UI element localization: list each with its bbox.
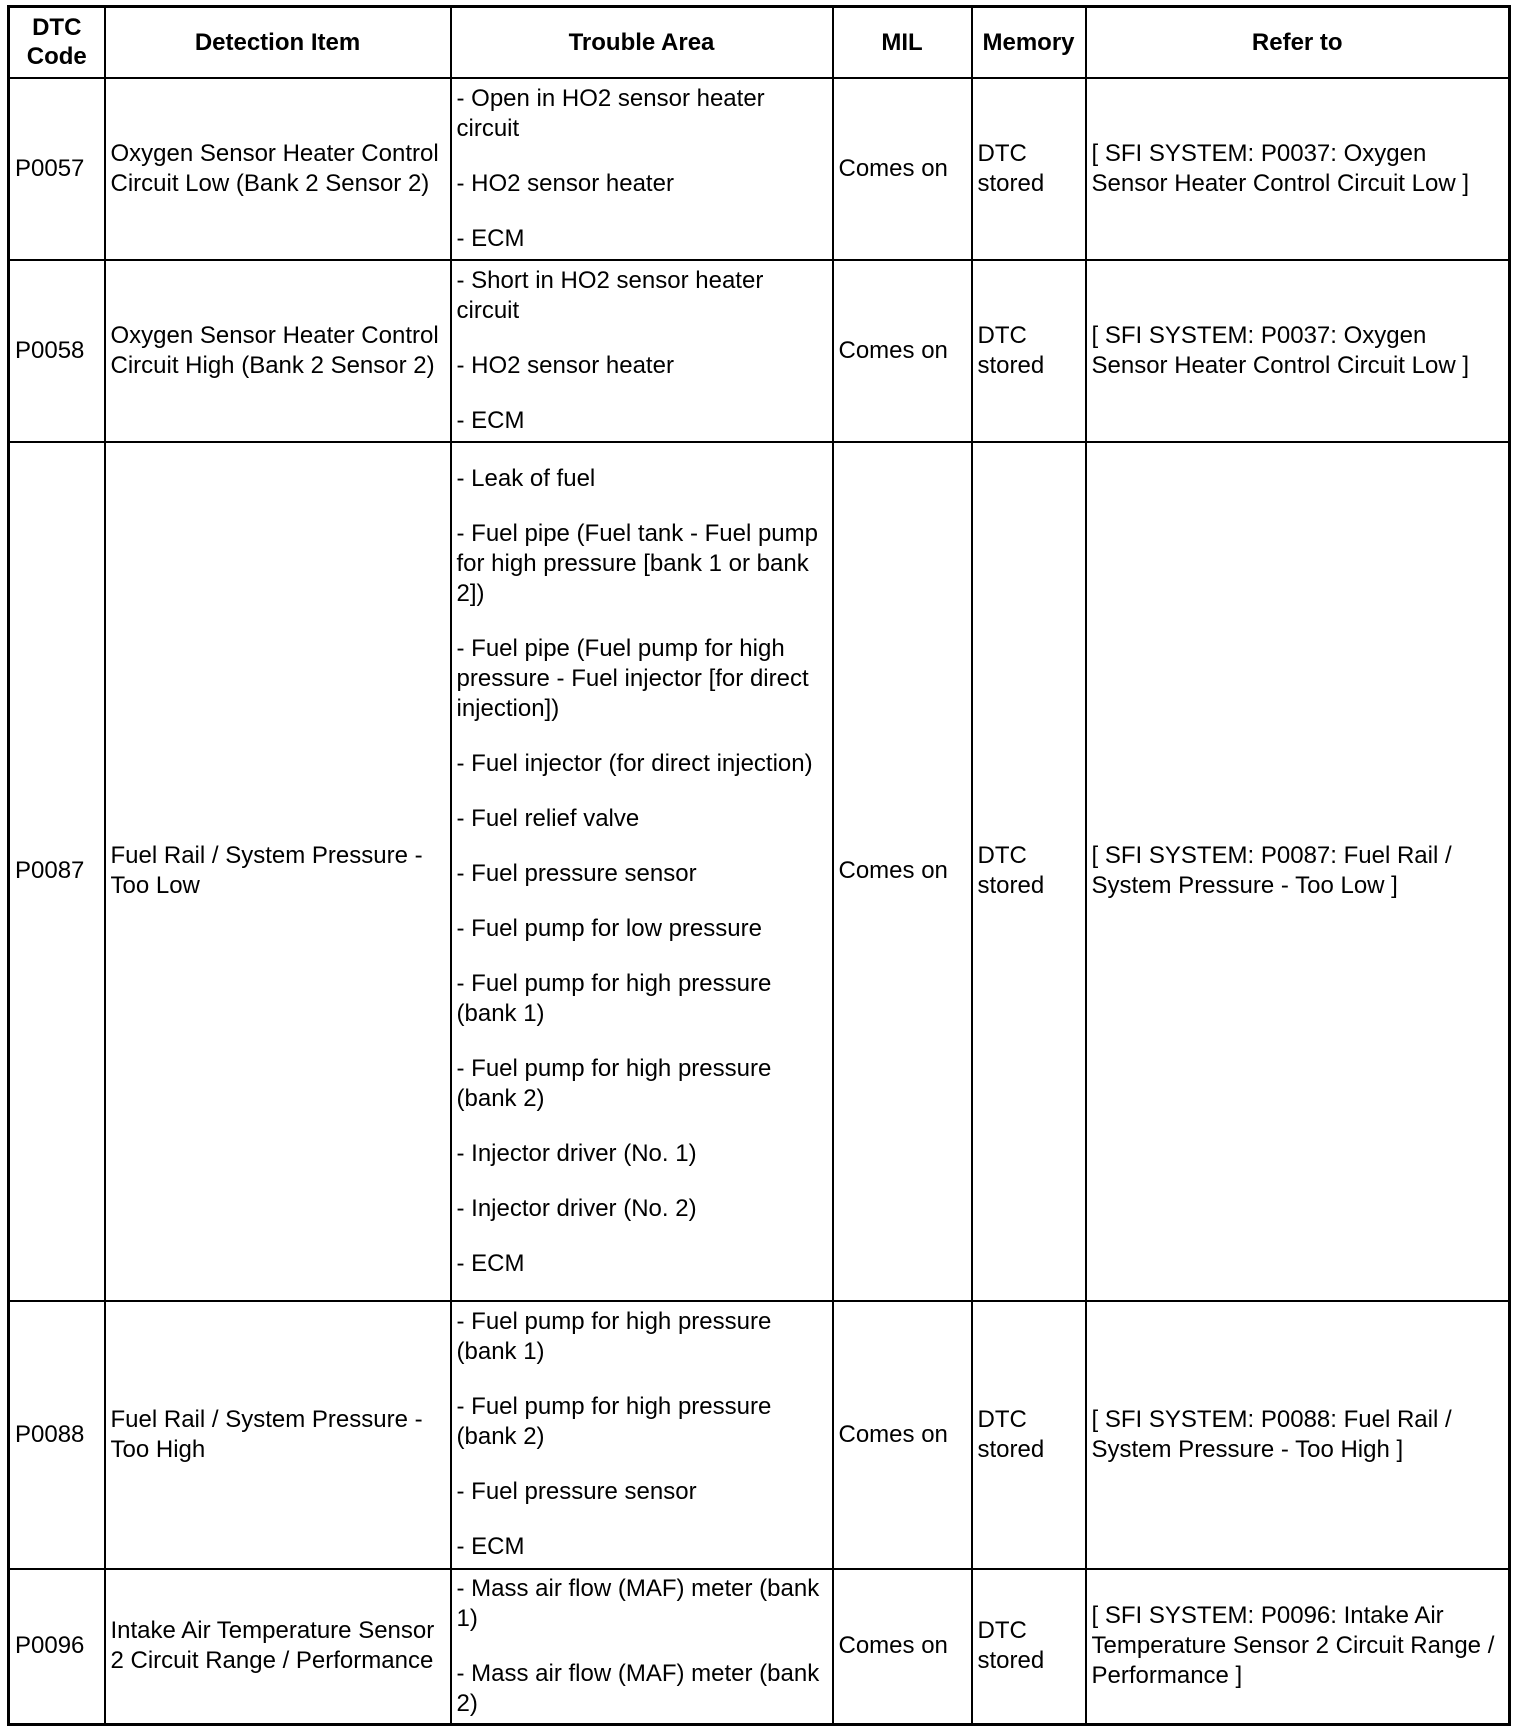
memory-cell: DTC stored	[972, 78, 1086, 260]
trouble-area-item: - Fuel pump for high pressure (bank 1)	[456, 1308, 772, 1365]
header-trouble-area: Trouble Area	[451, 7, 833, 78]
memory-cell: DTC stored	[972, 1569, 1086, 1725]
trouble-area-item: - Fuel pump for high pressure (bank 1)	[456, 969, 772, 1027]
dtc-code-cell: P0058	[9, 260, 105, 442]
detection-item-cell: Fuel Rail / System Pressure - Too Low	[105, 442, 451, 1301]
refer-to-cell: [ SFI SYSTEM: P0096: Intake Air Temperature Sensor 2 Circuit Range / Performance ]	[1086, 1569, 1510, 1725]
trouble-area-item: - Mass air flow (MAF) meter (bank 2)	[456, 1659, 820, 1717]
trouble-area-cell	[451, 442, 833, 1301]
dtc-table	[7, 5, 1511, 1726]
trouble-area-item: - Fuel pipe (Fuel tank - Fuel pump for high pressure [bank 1 or bank 2])	[456, 519, 818, 607]
mil-cell: Comes on	[833, 1301, 972, 1569]
table-header-row	[9, 7, 1510, 78]
header-memory: Memory	[972, 7, 1086, 78]
trouble-area-item: - Fuel pressure sensor	[456, 859, 697, 887]
mil-cell: Comes on	[833, 442, 972, 1301]
table-row	[9, 78, 1510, 260]
table-row	[9, 1301, 1510, 1569]
memory-cell: DTC stored	[972, 260, 1086, 442]
mil-cell: Comes on	[833, 260, 972, 442]
detection-item-cell: Oxygen Sensor Heater Control Circuit Low (Bank 2 Sensor 2)	[105, 78, 451, 260]
trouble-area-list	[457, 84, 827, 254]
trouble-area-item: - Fuel pipe (Fuel pump for high pressure - Fuel injector [for direct injection])	[456, 634, 809, 722]
memory-cell: DTC stored	[972, 1301, 1086, 1569]
refer-to-cell: [ SFI SYSTEM: P0087: Fuel Rail / System Pressure - Too Low ]	[1086, 442, 1510, 1301]
trouble-area-cell	[451, 260, 833, 442]
trouble-area-item: - Leak of fuel	[456, 464, 596, 492]
mil-cell: Comes on	[833, 1569, 972, 1725]
header-refer-to: Refer to	[1086, 7, 1510, 78]
dtc-code-cell: P0088	[9, 1301, 105, 1569]
trouble-area-item: - Mass air flow (MAF) meter (bank 1)	[456, 1574, 820, 1632]
memory-cell: DTC stored	[972, 442, 1086, 1301]
header-mil: MIL	[833, 7, 972, 78]
trouble-area-item: - Injector driver (No. 2)	[456, 1194, 697, 1222]
header-dtc-code: DTC Code	[9, 7, 105, 78]
dtc-code-cell: P0087	[9, 442, 105, 1301]
dtc-code-cell: P0057	[9, 78, 105, 260]
refer-to-cell: [ SFI SYSTEM: P0037: Oxygen Sensor Heater Control Circuit Low ]	[1086, 78, 1510, 260]
trouble-area-cell	[451, 1301, 833, 1569]
trouble-area-list	[457, 1307, 827, 1562]
table-body	[9, 78, 1510, 1725]
refer-to-cell: [ SFI SYSTEM: P0088: Fuel Rail / System Pressure - Too High ]	[1086, 1301, 1510, 1569]
trouble-area-item: - ECM	[456, 1533, 525, 1560]
trouble-area-item: - Fuel relief valve	[456, 804, 640, 832]
trouble-area-item: - ECM	[456, 224, 525, 252]
dtc-code-cell: P0096	[9, 1569, 105, 1725]
trouble-area-item: - Fuel pump for high pressure (bank 2)	[456, 1054, 772, 1112]
trouble-area-item: - Fuel pump for low pressure	[456, 914, 762, 942]
trouble-area-item: - HO2 sensor heater	[456, 169, 674, 197]
trouble-area-item: - Short in HO2 sensor heater circuit	[456, 266, 764, 324]
trouble-area-item: - Fuel pressure sensor	[456, 1478, 697, 1505]
trouble-area-item: - Injector driver (No. 1)	[456, 1139, 697, 1167]
detection-item-cell: Oxygen Sensor Heater Control Circuit High (Bank 2 Sensor 2)	[105, 260, 451, 442]
trouble-area-cell	[451, 1569, 833, 1725]
trouble-area-item: - Open in HO2 sensor heater circuit	[456, 84, 765, 142]
trouble-area-item: - Fuel pump for high pressure (bank 2)	[456, 1393, 772, 1450]
detection-item-cell: Intake Air Temperature Sensor 2 Circuit Range / Performance	[105, 1569, 451, 1725]
trouble-area-item: - ECM	[456, 1249, 525, 1277]
trouble-area-cell	[451, 78, 833, 260]
trouble-area-item: - Fuel injector (for direct injection)	[456, 749, 813, 777]
trouble-area-list	[457, 464, 827, 1279]
trouble-area-item: - ECM	[456, 406, 525, 434]
table-row	[9, 1569, 1510, 1725]
refer-to-cell: [ SFI SYSTEM: P0037: Oxygen Sensor Heater Control Circuit Low ]	[1086, 260, 1510, 442]
mil-cell: Comes on	[833, 78, 972, 260]
detection-item-cell: Fuel Rail / System Pressure - Too High	[105, 1301, 451, 1569]
table-row	[9, 442, 1510, 1301]
trouble-area-list	[457, 266, 827, 436]
trouble-area-item: - HO2 sensor heater	[456, 351, 674, 379]
header-detection-item: Detection Item	[105, 7, 451, 78]
trouble-area-list	[457, 1574, 827, 1719]
table-row	[9, 260, 1510, 442]
